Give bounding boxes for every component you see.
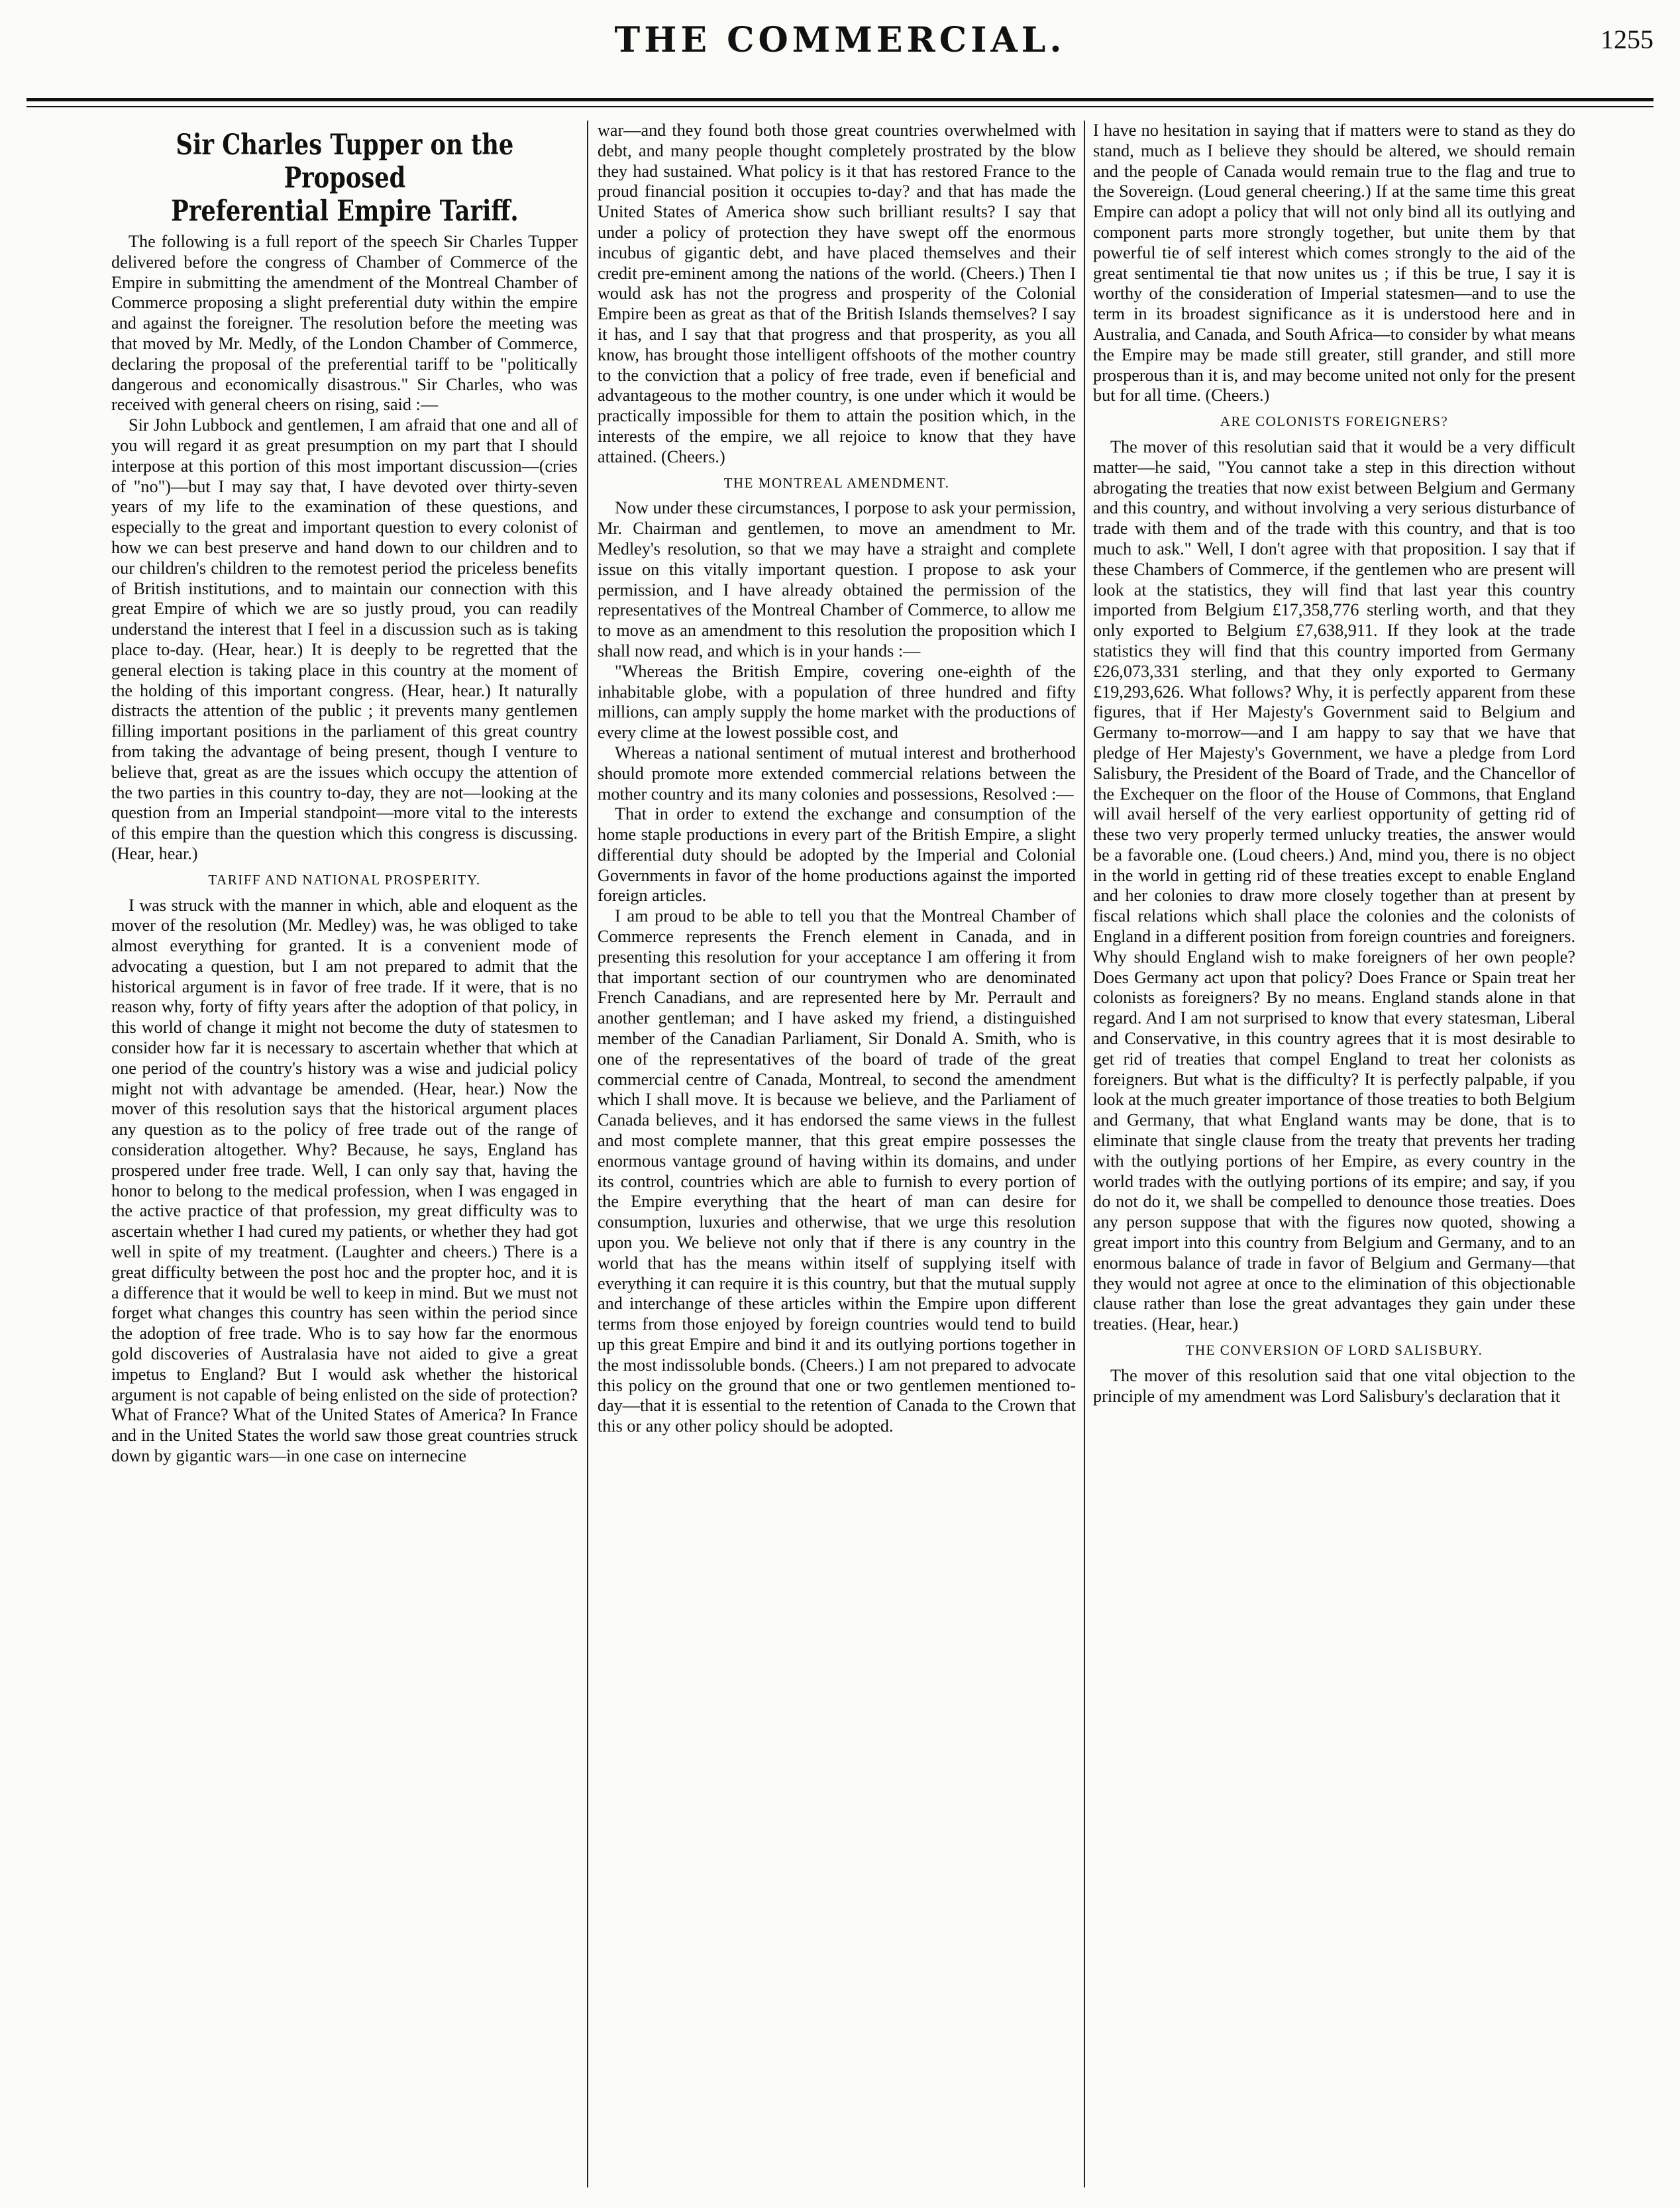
paragraph: I am proud to be able to tell you that the Montreal Chamber of Commerce represents the French element in Canada, and in presenting this resolution for your acceptance I am offering it from that important section of our countrymen who are denominated French Canadians, and are represented here by Mr. Perrault and another gentleman; and I have asked my friend, a distinguished member of the Canadian Parliament, Sir Donald A. Smith, who is one of the representatives of the board of trade of the great commercial centre of Canada, Montreal, to second the amendment which I shall move. It is because we believe, and the Parliament of Canada believes, and it has endorsed the same views in the fullest and most complete manner, that this great empire possesses the enormous vantage ground of having within its domains, and under its control, countries which are able to furnish to every portion of the Empire everything that the heart of man can desire for consumption, luxuries and otherwise, that we urge this resolution upon you. We believe not only that if there is any country in the world that has the means within itself of supplying itself with everything it can require it is this country, but that the mutual supply and interchange of these articles within the Empire upon different terms from those enjoyed by foreign countries would tend to build up this great Empire and bind it and its outlying portions together in the most indissoluble bonds. (Cheers.) I am not prepared to advocate this policy on the ground that one or two gentlemen mentioned to-day—that it is essential to the retention of Canada to the Crown that this or any other policy should be adopted. — [598, 906, 1076, 1436]
paragraph: The mover of this resolutian said that it would be a very difficult matter—he said, "You cannot take a step in this direction without abrogating the treaties that now exist between Belgium and Germany and this country, and without involving a very serious disturbance of trade with them and of the trade with this country, and that is too much to ask." Well, I don't agree with that proposition. I say that if these Chambers of Commerce, if the gentlemen who are present will look at the statistics, they will find that last year this country imported from Belgium £17,358,776 sterling worth, and that they only exported to Belgium £7,638,911. If they look at the trade statistics they will find that this country imported from Germany £26,073,331 sterling, and that they only exported to Germany £19,293,626. What follows? Why, it is perfectly apparent from these figures, that if Her Majesty's Government said to Belgium and Germany to-morrow—and I am happy to say that we have that pledge of Her Majesty's Government, we have a pledge from Lord Salisbury, the President of the Board of Trade, and the Chancellor of the Exchequer on the floor of the House of Commons, that England will avail herself of the very earliest opportunity of getting rid of these two very properly termed unlucky treaties, the answer would be a favorable one. (Loud cheers.) And, mind you, there is no object in the world in getting rid of these treaties except to enable England and her colonies to draw more closely together than at present by fiscal relations which shall place the colonies and the colonists of England in a different position from foreign countries and foreigners. Why should England wish to make foreigners of her own people? Does Germany act upon that policy? Does France or Spain treat her colonists as foreigners? By no means. England stands alone in that regard. And I am not surprised to know that every statesman, Liberal and Conservative, in this country agrees that it is most desirable to get rid of treaties that compel England to treat her colonists as foreigners. But what is the difficulty? It is perfectly palpable, if you look at the much greater importance of those treaties to both Belgium and Germany, that what England wants may be done, that is to eliminate that single clause from the treaty that prevents her trading with the outlying portions of her Empire, as every country in the world trades with the outlying portions of its empire; and say, if you do not do it, we shall be compelled to denounce those treaties. Does any person suppose that with the figures now quoted, showing a great import into this country from Belgium and Germany, and to an enormous balance of trade in favor of Belgium and Germany—that they would not agree at once to the elimination of this objectionable clause rather than lose the great advantages they gain under these treaties. (Hear, hear.) — [1093, 437, 1575, 1334]
section-subheading: THE MONTREAL AMENDMENT. — [723, 474, 950, 491]
article-headline — [111, 129, 578, 228]
paragraph: The mover of this resolution said that one vital objection to the principle of my amendment was Lord Salisbury's declaration that it — [1093, 1365, 1575, 1406]
masthead-rule-thin — [26, 106, 1654, 107]
section-subheading: THE CONVERSION OF LORD SALISBURY. — [1185, 1342, 1483, 1359]
paragraph: Sir John Lubbock and gentlemen, I am afraid that one and all of you will regard it as great presumption on my part that I should interpose at this portion of this most important discussion—(cries of "no")—but I may say that, I have devoted over thirty-seven years of my life to the examination of these questions, and especially to the great and important question to every colonist of how we can best preserve and hand down to our children and to our children's children to the remotest period the priceless benefits of British institutions, and to maintain our connection with this great Empire of which we are so justly proud, you can readily understand the interest that I feel in a discussion such as is taking place to-day. (Hear, hear.) It is deeply to be regretted that the general election is taking place in this country at the moment of the holding of this important congress. (Hear, hear.) It naturally distracts the attention of the public ; it prevents many gentlemen filling important positions in the parliament of this great country from taking the advantage of being present, though I venture to believe that, great as are the issues which occupy the attention of the two parties in this country to-day, they are not—looking at the question from an Imperial standpoint—more vital to the interests of this empire than the question which this congress is discussing. (Hear, hear.) — [111, 415, 578, 863]
column-3-body — [1093, 121, 1575, 1406]
column-3 — [1093, 121, 1575, 2181]
column-divider — [587, 121, 588, 2187]
section-subheading: TARIFF AND NATIONAL PROSPERITY. — [208, 871, 481, 888]
paragraph: That in order to extend the exchange and consumption of the home staple productions in every part of the British Empire, a slight differential duty should be adopted by the Imperial and Colonial Governments in favor of the home productions against the imported foreign articles. — [598, 804, 1076, 906]
paragraph: I have no hesitation in saying that if matters were to stand as they do stand, much as I believe they should be altered, we should remain and the people of Canada would remain true to the flag and true to the Sovereign. (Loud general cheering.) If at the same time this great Empire can adopt a policy that will not only bind all its outlying and component parts more strongly together, but unite them by that powerful tie of self interest which comes strongly to the aid of the great sentimental tie that now unites us ; if this be true, I say it is worthy of the consideration of Imperial statesmen—and to use the term in its broadest significance as it is understood here and in Australia, and Canada, and South Africa—to consider by what means the Empire may be made still greater, still grander, and still more prosperous than it is, and may become united not only for the present but for all time. (Cheers.) — [1093, 121, 1575, 405]
paragraph: Now under these circumstances, I porpose to ask your permission, Mr. Chairman and gentlemen, to move an amendment to Mr. Medley's resolution, so that we may have a straight and complete issue on this vitally important question. I propose to ask your permission, and I have already obtained the permission of the representatives of the Montreal Chamber of Commerce, to allow me to move as an amendment to this resolution the proposition which I shall now read, and which is in your hands :— — [598, 498, 1076, 660]
paragraph: I was struck with the manner in which, able and eloquent as the mover of the resolution (Mr. Medley) was, he was obliged to take almost everything for granted. It is a convenient mode of advocating a question, but I am not prepared to admit that the historical argument is in favor of free trade. If it were, that is no reason why, forty of fifty years after the adoption of that policy, in this world of change it might not become the duty of statesmen to consider how far it is necessary to ascertain whether that which at one period of the country's history was a wise and judicial policy might not with advantage be amended. (Hear, hear.) Now the mover of this resolution says that the historical argument places any question as to the policy of free trade out of the range of consideration altogether. Why? Because, he says, England has prospered under free trade. Well, I can only say that, having the honor to belong to the medical profession, when I was engaged in the active practice of that profession, my great difficulty was to ascertain whether I had cured my patients, or whether they had got well in spite of my treatment. (Laughter and cheers.) There is a great difficulty between the post hoc and the propter hoc, and it is a difference that it would be well to keep in mind. But we must not forget what changes this country has seen within the period since the adoption of free trade. Who is to say how far the enormous gold discoveries of Australasia have not aided to give a great impetus to England? But I would ask whether the historical argument is not capable of being enlisted on the side of protection? What of France? What of the United States of America? In France and in the United States the world saw those great countries struck down by gigantic wars—in one case on internecine — [111, 895, 578, 1466]
column-2-body — [598, 121, 1076, 1437]
column-2 — [598, 121, 1076, 2181]
column-1-body — [111, 232, 578, 1467]
newspaper-title: THE COMMERCIAL. — [614, 20, 1066, 60]
headline-line-1: Sir Charles Tupper on the Proposed — [176, 129, 513, 195]
page-number: 1255 — [1601, 25, 1654, 54]
column-divider — [1084, 121, 1085, 2187]
masthead-rule-thick — [26, 98, 1654, 101]
paragraph: war—and they found both those great countries overwhelmed with debt, and many people thought completely prostrated by the blow they had sustained. What policy is it that has restored France to the proud financial position it occupies to-day? and that has made the United States of America show such brilliant results? I say that under a policy of protection they have swept off the enormous incubus of gigantic debt, and have placed themselves and their credit pre-eminent among the nations of the world. (Cheers.) Then I would ask has not the progress and prosperity of the Colonial Empire been as great as that of the British Islands themselves? I say it has, and I say that that progress and that prosperity, as you all know, has brought those intelligent offshoots of the mother country to the conviction that a policy of free trade, even if beneficial and advantageous to the mother country, is one under which it would be practically impossible for them to attain the position which, in the interests of the empire, we all rejoice to know that they have attained. (Cheers.) — [598, 121, 1076, 466]
headline-line-2: Preferential Empire Tariff. — [170, 195, 519, 228]
paragraph: The following is a full report of the speech Sir Charles Tupper delivered before the congress of Chamber of Commerce of the Empire in submitting the amendment of the Montreal Chamber of Commerce proposing a slight preferential duty within the empire and against the foreigner. The resolution before the meeting was that moved by Mr. Medly, of the London Chamber of Commerce, declaring the proposal of the preferential tariff to be "politically dangerous and economically disastrous." Sir Charles, who was received with general cheers on rising, said :— — [111, 232, 578, 415]
paragraph: Whereas a national sentiment of mutual interest and brotherhood should promote more extended commercial relations between the mother country and its many colonies and possessions, Resolved :— — [598, 743, 1076, 804]
section-subheading: ARE COLONISTS FOREIGNERS? — [1220, 413, 1449, 430]
paragraph: "Whereas the British Empire, covering one-eighth of the inhabitable globe, with a population of three hundred and fifty millions, can amply supply the home market with the productions of every clime at the lowest possible cost, and — [598, 661, 1076, 743]
column-1 — [111, 121, 578, 2181]
masthead — [26, 15, 1654, 74]
